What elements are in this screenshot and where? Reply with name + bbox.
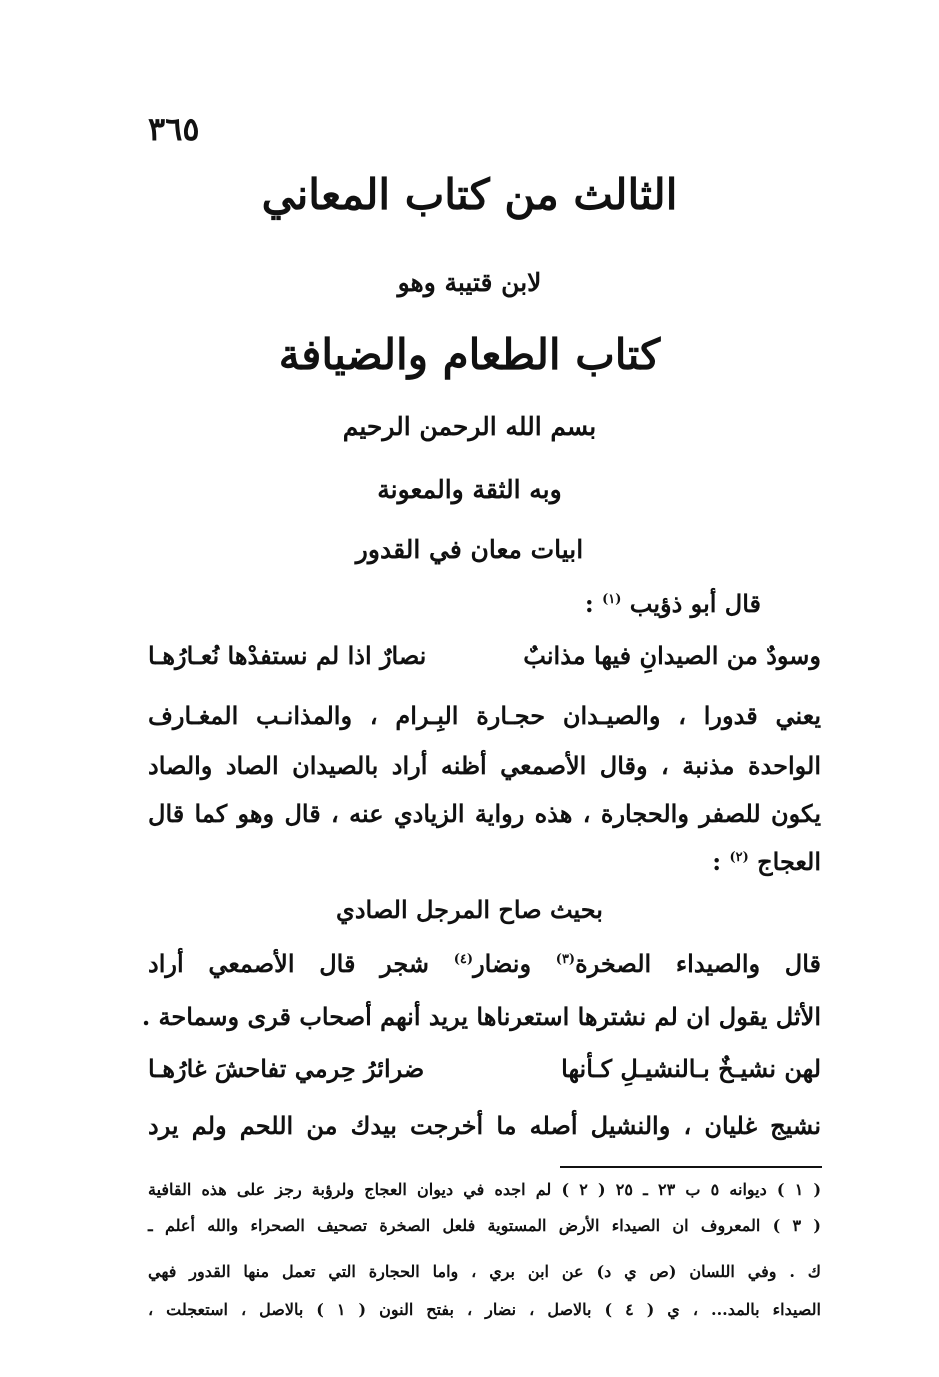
footnote-ref-4: (٤) [453, 952, 474, 967]
footnote-line-2: ( ٣ ) المعروف ان الصيداء الأرض المستوية فلعل الصخرة تصحيف الصحراء والله أعلم ـ [148, 1216, 821, 1235]
intro-text: قال أبو ذؤيب [629, 589, 761, 618]
footnote-line-3: ك . وفي اللسان (ص ي د) عن ابن بري ، واما الحجارة التي تعمل منها القدور فهي [148, 1262, 821, 1281]
footnote-ref-3: (٣) [555, 952, 576, 967]
intro-colon: : [584, 589, 594, 618]
verse-1-second-hemistich: نصارٌ اذا لم نستفدْها نُعـارُهـا [148, 641, 427, 670]
paragraph-1-line-4 [148, 848, 821, 877]
verse-3 [148, 1055, 821, 1084]
section-heading: ابيات معان في القدور [355, 535, 584, 564]
verse-2: بحيث صاح المرجل الصادي [336, 895, 603, 924]
paragraph-3-line-1: نشيج غليان ، والنشيل أصله ما أخرجت بيدك من اللحم ولم يرد [148, 1111, 821, 1140]
invocation-line: وبه الثقة والمعونة [377, 475, 562, 504]
verse-intro-abu-dhuayb [148, 590, 821, 619]
footnote-ref-1: (١) [602, 592, 622, 607]
p2-segment-c: شجر قال الأصمعي أراد [148, 949, 430, 978]
p2-segment-a: قال والصيداء الصخرة [575, 949, 822, 978]
chapter-subtitle: لابن قتيبة وهو [397, 268, 542, 297]
paragraph-1-line-3: يكون للصفر والحجارة ، هذه رواية الزيادي عنه ، قال وهو كما قال [148, 799, 821, 828]
ajjaj-name: العجاج [757, 847, 821, 876]
paragraph-2-line-1 [148, 950, 821, 979]
page-number: ٣٦٥ [148, 110, 200, 148]
verse-1-first-hemistich: وسودٌ من الصيدانِ فيها مذانبٌ [523, 641, 821, 670]
paragraph-1-line-2: الواحدة مذنبة ، وقال الأصمعي أظنه أراد بالصيدان الصاد والصاد [148, 751, 821, 780]
basmala: بسم الله الرحمن الرحيم [342, 412, 597, 441]
paragraph-1-line-1: يعني قدورا ، والصيـدان حجـارة البِـرام ، والمذانـب المغـارف [148, 701, 821, 730]
chapter-title: الثالث من كتاب المعاني [261, 170, 678, 219]
footnote-separator [560, 1166, 822, 1168]
paragraph-2-line-2: الأثل يقول ان لم نشترها استعرناها يريد أنهم أصحاب قرى وسماحة . [141, 1002, 821, 1031]
book-title: كتاب الطعام والضيافة [278, 330, 661, 379]
footnote-ref-2: (٢) [729, 850, 749, 865]
p2-segment-b: ونضار [473, 949, 532, 978]
verse-3-second-hemistich: ضرائرُ حِرمي تفاحشَ غارُهـا [148, 1054, 425, 1083]
ajjaj-colon: : [712, 847, 722, 876]
footnote-line-1: ( ١ ) ديوانه ٥ ب ٢٣ ـ ٢٥ ( ٢ ) لم اجده في ديوان العجاج ولرؤبة رجز على هذه القافية [148, 1180, 822, 1199]
verse-3-first-hemistich: لهن نشيـخٌ بـالنشيـلِ كـأنها [561, 1054, 821, 1083]
verse-1 [148, 642, 821, 671]
footnote-line-4: الصيداء بالمد... ، ي ( ٤ ) بالاصل ، نضار ، بفتح النون ( ١ ) بالاصل ، استعجلت ، [148, 1300, 821, 1319]
